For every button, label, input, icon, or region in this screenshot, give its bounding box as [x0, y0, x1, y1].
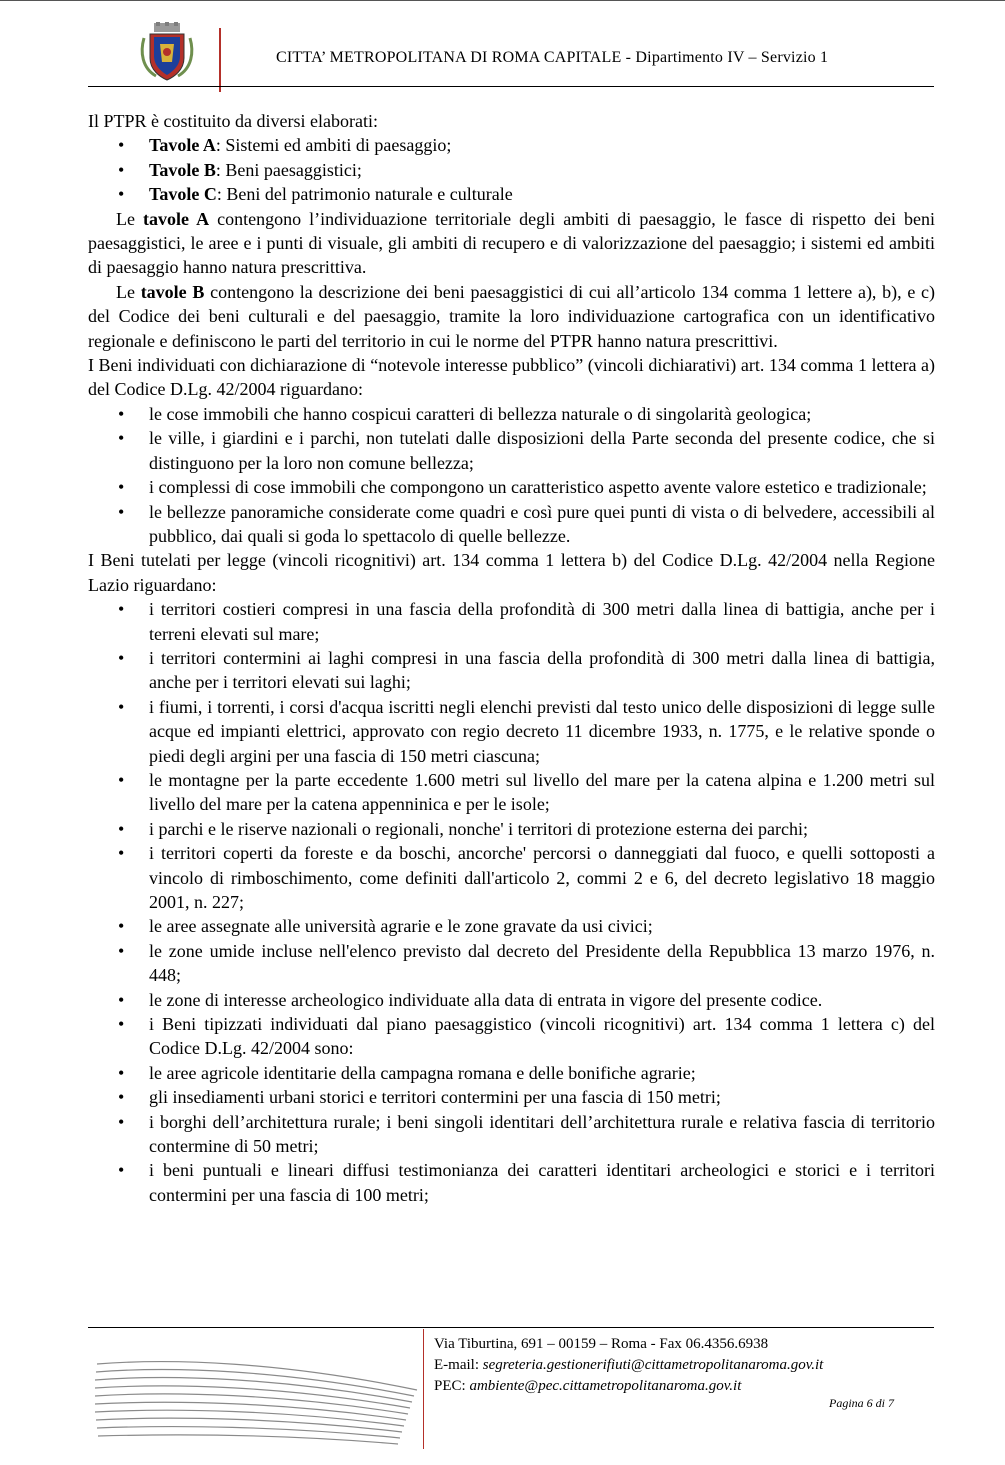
list-item: • gli insediamenti urbani storici e territori contermini per una fascia di 150 metri; [88, 1085, 935, 1109]
tavole-item [88, 158, 935, 182]
intro-paragraph: Il PTPR è costituito da diversi elaborati: [88, 111, 378, 131]
tavole-item [88, 182, 935, 206]
list-item: • le aree assegnate alle università agrarie e le zone gravate da usi civici; [88, 914, 935, 938]
list-item: • i territori contermini ai laghi compresi in una fascia della profondità di 300 metri dalla linea di battigia, anche per i territori elevati sui laghi; [88, 646, 935, 695]
list-item: • i fiumi, i torrenti, i corsi d'acqua iscritti negli elenchi previsti dal testo unico delle disposizioni di legge sulle acque ed impianti elettrici, approvato con regio decreto 11 dicembre 1933, n. 1775, e le relative sponde o piedi degli argini per una fascia di 150 metri ciascuna; [88, 695, 935, 768]
para-b-text: contengono la descrizione dei beni paesaggistici di cui all’articolo 134 comma 1 lettere a), b), e c) del Codice dei beni culturali e del paesaggio, tramite la loro individuazione cartografica con un identificativo regionale e definiscono le parti del territorio in cui le norme del PTPR hanno natura prescrittivi. [88, 281, 936, 351]
ricognitivi-list [88, 597, 935, 1207]
list-item: • i territori coperti da foreste e da boschi, ancorche' percorsi o danneggiati dal fuoco, e quelli sottoposti a vincolo di rimboschimento, come definiti dall'articolo 2, commi 2 e 6, del decreto legislativo 18 maggio 2001, n. 227; [88, 841, 935, 914]
para-a-pre: Le [116, 208, 144, 229]
para-b-bold: tavole B [140, 281, 205, 302]
tavole-label: Tavole C [149, 184, 217, 205]
tavole-desc: : Beni del patrimonio naturale e culturale [216, 184, 513, 205]
list-item: • le ville, i giardini e i parchi, non tutelati dalle disposizioni della Parte seconda del presente codice, che si distinguono per la loro non comune bellezza; [88, 426, 935, 475]
list-item: • le aree agricole identitarie della campagna romana e delle bonifiche agrarie; [88, 1061, 935, 1085]
list-item: • i Beni tipizzati individuati dal piano paesaggistico (vincoli ricognitivi) art. 134 comma 1 lettera c) del Codice D.Lg. 42/2004 sono: [88, 1012, 935, 1061]
title-separator: - [621, 49, 636, 66]
header-title [276, 49, 828, 67]
list-item: • i borghi dell’architettura rurale; i beni singoli identitari dell’architettura rurale e relativa fascia di territorio contermine di 50 metri; [88, 1110, 935, 1159]
list-item: • le zone umide incluse nell'elenco previsto dal decreto del Presidente della Repubblica 13 marzo 1976, n. 448; [88, 939, 935, 988]
tavole-b-paragraph [88, 280, 935, 353]
header-rule [88, 86, 934, 87]
list-item: • le bellezze panoramiche considerate come quadri e così pure quei punti di vista o di belvedere, accessibili al pubblico, dai quali si goda lo spettacolo di quelle bellezze. [88, 500, 935, 549]
header-accent-bar [219, 28, 221, 92]
pec-link[interactable]: ambiente@pec.cittametropolitanaroma.gov.it [469, 1378, 742, 1394]
footer-email-line [434, 1355, 823, 1376]
para-b-pre: Le [116, 281, 141, 302]
para-a-text: contengono l’individuazione territoriale degli ambiti di paesaggio, le fasce di rispetto dei beni paesaggistici, le aree e i punti di visuale, gli ambiti di recupero e di valorizzazione del paesaggio; i sistemi ed ambiti di paesaggio hanno natura prescrittiva. [88, 208, 936, 278]
department-name: Dipartimento IV – Servizio 1 [635, 49, 829, 66]
ricognitivi-paragraph: I Beni tutelati per legge (vincoli ricognitivi) art. 134 comma 1 lettera b) del Codice D.Lg. 42/2004 nella Regione Lazio riguardano: [88, 550, 935, 595]
tavole-list [88, 133, 935, 206]
document-body [88, 109, 935, 1207]
footer-decorative-lines [92, 1350, 422, 1450]
dichiarativi-paragraph: I Beni individuati con dichiarazione di “notevole interesse pubblico” (vincoli dichiarativi) art. 134 comma 1 lettera a) del Codice D.Lg. 42/2004 riguardano: [88, 355, 935, 400]
tavole-label: Tavole A [149, 135, 216, 156]
email-link[interactable]: segreteria.gestionerifiuti@cittametropolitanaroma.gov.it [482, 1357, 824, 1373]
tavole-label: Tavole B [149, 159, 216, 180]
footer-pec-line [434, 1376, 823, 1397]
page-number: Pagina 6 di 7 [829, 1396, 894, 1410]
tavole-item [88, 133, 935, 157]
tavole-desc: : Sistemi ed ambiti di paesaggio; [215, 135, 452, 156]
list-item: • le cose immobili che hanno cospicui caratteri di bellezza naturale o di singolarità geologica; [88, 402, 935, 426]
list-item: • i territori costieri compresi in una fascia della profondità di 300 metri dalla linea di battigia, anche per i terreni elevati sul mare; [88, 597, 935, 646]
footer-accent-bar [423, 1329, 424, 1449]
tavole-desc: : Beni paesaggistici; [215, 159, 362, 180]
pec-label: PEC: [434, 1378, 470, 1394]
list-item: • i parchi e le riserve nazionali o regionali, nonche' i territori di protezione esterna dei parchi; [88, 817, 935, 841]
list-item: • i complessi di cose immobili che compongono un caratteristico aspetto avente valore estetico e tradizionale; [88, 475, 935, 499]
org-name: CITTA’ METROPOLITANA DI ROMA CAPITALE [276, 49, 622, 66]
footer-rule [88, 1327, 934, 1328]
para-a-bold: tavole A [143, 208, 210, 229]
tavole-a-paragraph [88, 207, 935, 280]
page-header [88, 22, 934, 88]
list-item: • le montagne per la parte eccedente 1.600 metri sul livello del mare per la catena alpina e 1.200 metri sul livello del mare per la catena appenninica e per le isole; [88, 768, 935, 817]
list-item: • le zone di interesse archeologico individuate alla data di entrata in vigore del presente codice. [88, 988, 935, 1012]
footer-contacts [434, 1334, 823, 1397]
coat-of-arms-logo [138, 22, 196, 82]
email-label: E-mail: [434, 1357, 483, 1373]
dichiarativi-list [88, 402, 935, 548]
list-item: • i beni puntuali e lineari diffusi testimonianza dei caratteri identitari archeologici e storici e i territori contermini per una fascia di 100 metri; [88, 1158, 935, 1207]
footer-address: Via Tiburtina, 691 – 00159 – Roma - Fax 06.4356.6938 [434, 1336, 769, 1352]
top-border [0, 0, 1005, 1]
